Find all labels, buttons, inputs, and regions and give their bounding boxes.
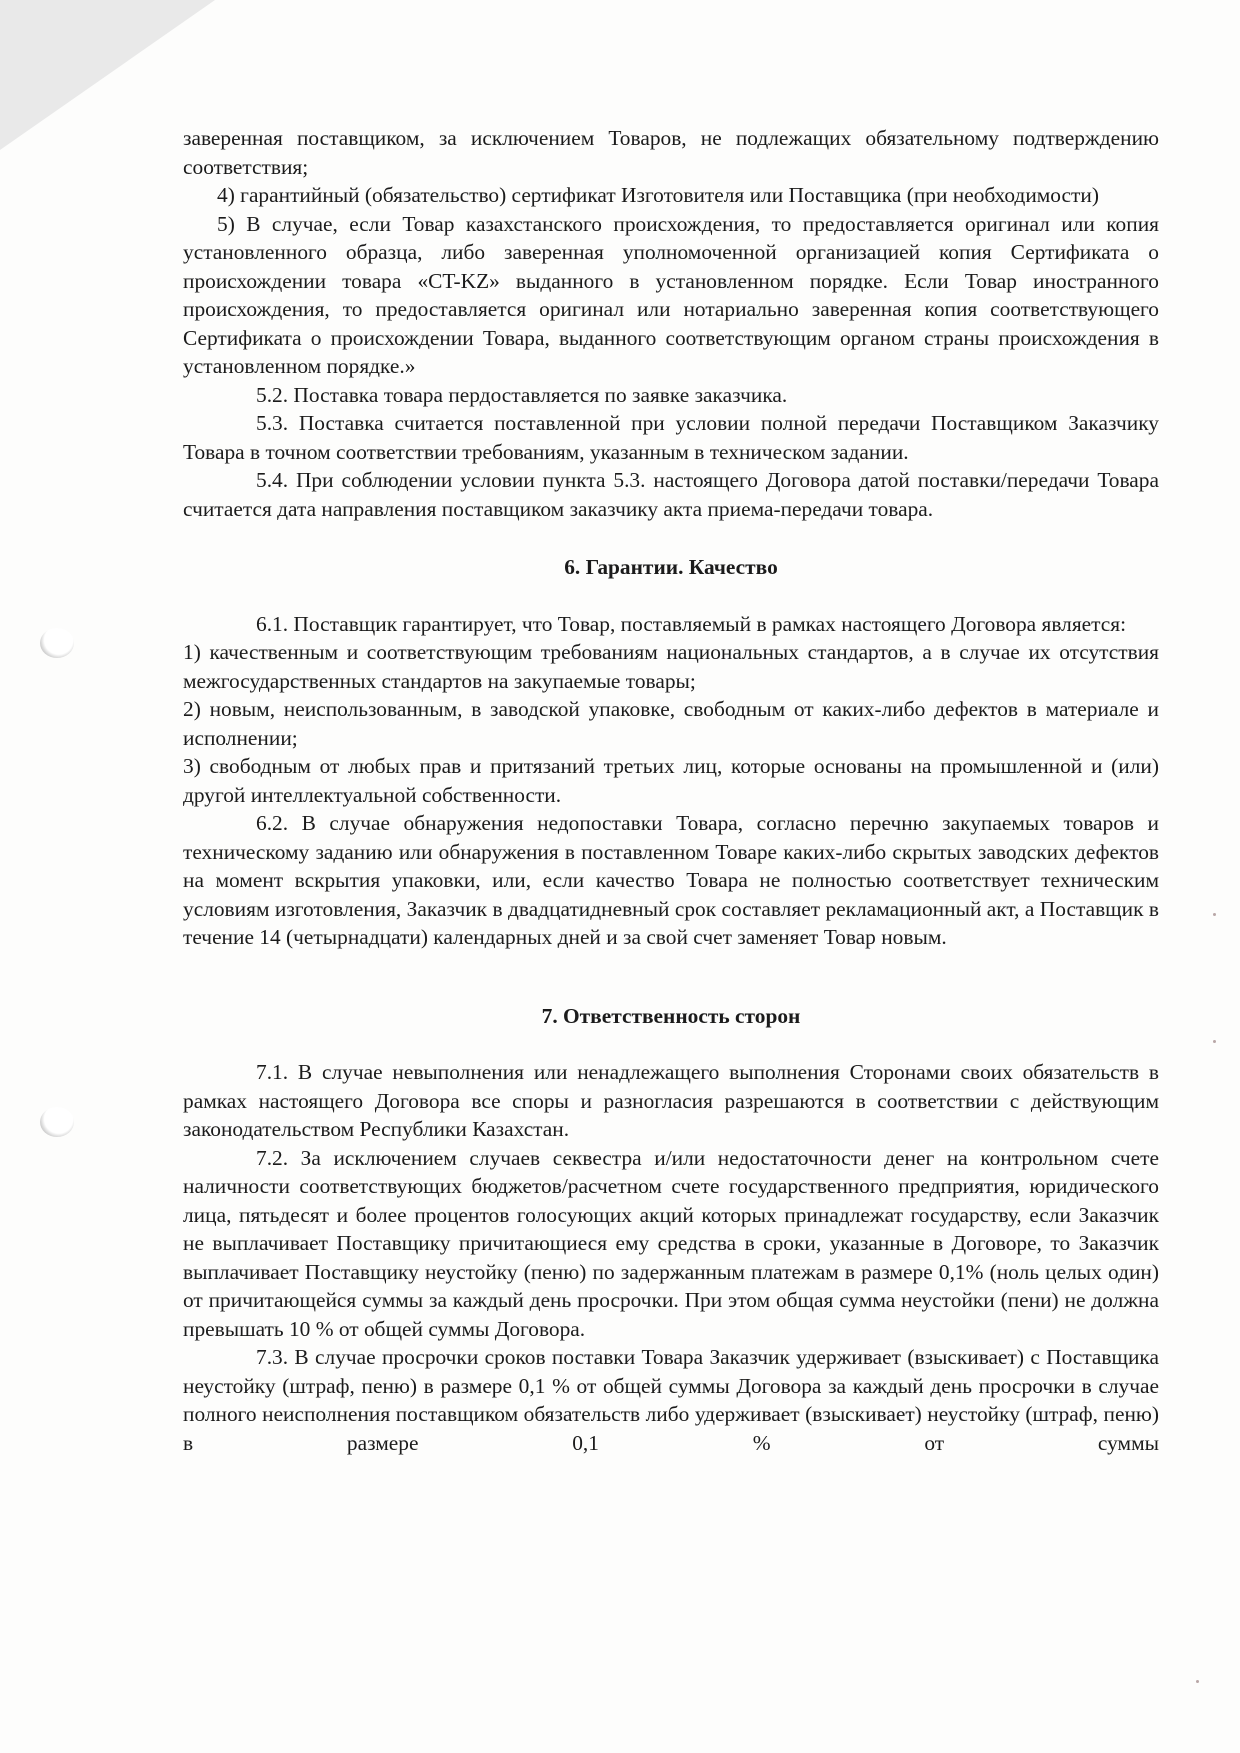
clause-7-2: 7.2. За исключением случаев секвестра и/или недостаточности денег на контрольном счете наличности соответствующих бюджетов/расчетном счете государственного предприятия, юридического лица, пятьдесят и более процентов голосующих акций которых принадлежат государству, если Заказчик не выплачивает Поставщику причитающиеся ему средства в сроки, указанные в Договоре, то Заказчик выплачивает Поставщику неустойку (пеню) по задержанным платежам в размере 0,1% (ноль целых один) от причитающейся суммы за каждый день просрочки. При этом общая сумма неустойки (пени) не должна превышать 10 % от общей суммы Договора. xyxy=(183,1145,1159,1341)
clause-5-4: 5.4. При соблюдении условии пункта 5.3. настоящего Договора датой поставки/передачи Товара считается дата направления поставщиком заказчику акта приема-передачи товара. xyxy=(183,468,1159,521)
punch-hole-upper xyxy=(40,628,74,658)
clause-6-1-item-1: 1) качественным и соответствующим требованиям национальных стандартов, а в случае их отсутствия межгосударственных стандартов на закупаемые товары; xyxy=(183,640,1159,693)
clause-7-3: 7.3. В случае просрочки сроков поставки Товара Заказчик удерживает (взыскивает) с Поставщика неустойку (штраф, пеню) в размере 0,1 % от общей суммы Договора за каждый день просрочки в случае полного неисполнения поставщиком обязательств либо удерживает (взыскивает) неустойку (штраф, пеню) в размере 0,1 % от суммы xyxy=(183,1345,1159,1455)
clause-6-1: 6.1. Поставщик гарантирует, что Товар, поставляемый в рамках настоящего Договора является: xyxy=(256,611,1127,636)
paper-speck xyxy=(1196,1680,1199,1683)
punch-hole-lower xyxy=(40,1107,74,1137)
section-6-heading: 6. Гарантии. Качество xyxy=(564,555,778,579)
clause-7-1: 7.1. В случае невыполнения или ненадлежащего выполнения Сторонами своих обязательств в рамках настоящего Договора все споры и разногласия разрешаются в соответствии с действующим законодательством Республики Казахстан. xyxy=(183,1060,1159,1141)
section-7-heading: 7. Ответственность сторон xyxy=(541,1003,801,1028)
clause-6-2: 6.2. В случае обнаружения недопоставки Товара, согласно перечню закупаемых товаров и техническому заданию или обнаружения в поставленном Товаре каких-либо скрытых заводских дефектов на момент вскрытия упаковки, или, если качество Товара не полностью соответствует техническим условиям изготовления, Заказчик в двадцатидневный срок составляет рекламационный акт, а Поставщик в течение 14 (четырнадцати) календарных дней и за свой счет заменяет Товар новым. xyxy=(183,811,1159,949)
clause-6-1-item-3: 3) свободным от любых прав и притязаний третьих лиц, которые основаны на промышленной и (или) другой интеллектуальной собственности. xyxy=(183,754,1159,807)
clause-5-3: 5.3. Поставка считается поставленной при условии полной передачи Поставщиком Заказчику Товара в точном соответствии требованиям, указанным в техническом задании. xyxy=(183,411,1159,464)
contract-text xyxy=(183,124,1159,1457)
paper-speck xyxy=(1213,913,1216,916)
paragraph-certified-continuation: заверенная поставщиком, за исключением Товаров, не подлежащих обязательному подтверждению соответствия; xyxy=(183,126,1159,179)
paragraph-origin-certificate: 5) В случае, если Товар казахстанского происхождения, то предоставляется оригинал или копия установленного образца, либо заверенная уполномоченной организацией копия Сертификата о происхождении товара «CT-KZ» выданного в установленном порядке. Если Товар иностранного происхождения, то предоставляется оригинал или нотариально заверенная копия соответствующего Сертификата о происхождении Товара, выданного соответствующим органом страны происхождения в установленном порядке.» xyxy=(183,211,1159,378)
clause-5-2: 5.2. Поставка товара пердоставляется по заявке заказчика. xyxy=(256,382,788,407)
paper-speck xyxy=(1213,1040,1216,1043)
paragraph-warranty-certificate: 4) гарантийный (обязательство) сертификат Изготовителя или Поставщика (при необходимости) xyxy=(217,183,1099,207)
clause-6-1-item-2: 2) новым, неиспользованным, в заводской упаковке, свободным от каких-либо дефектов в материале и исполнении; xyxy=(183,697,1159,750)
